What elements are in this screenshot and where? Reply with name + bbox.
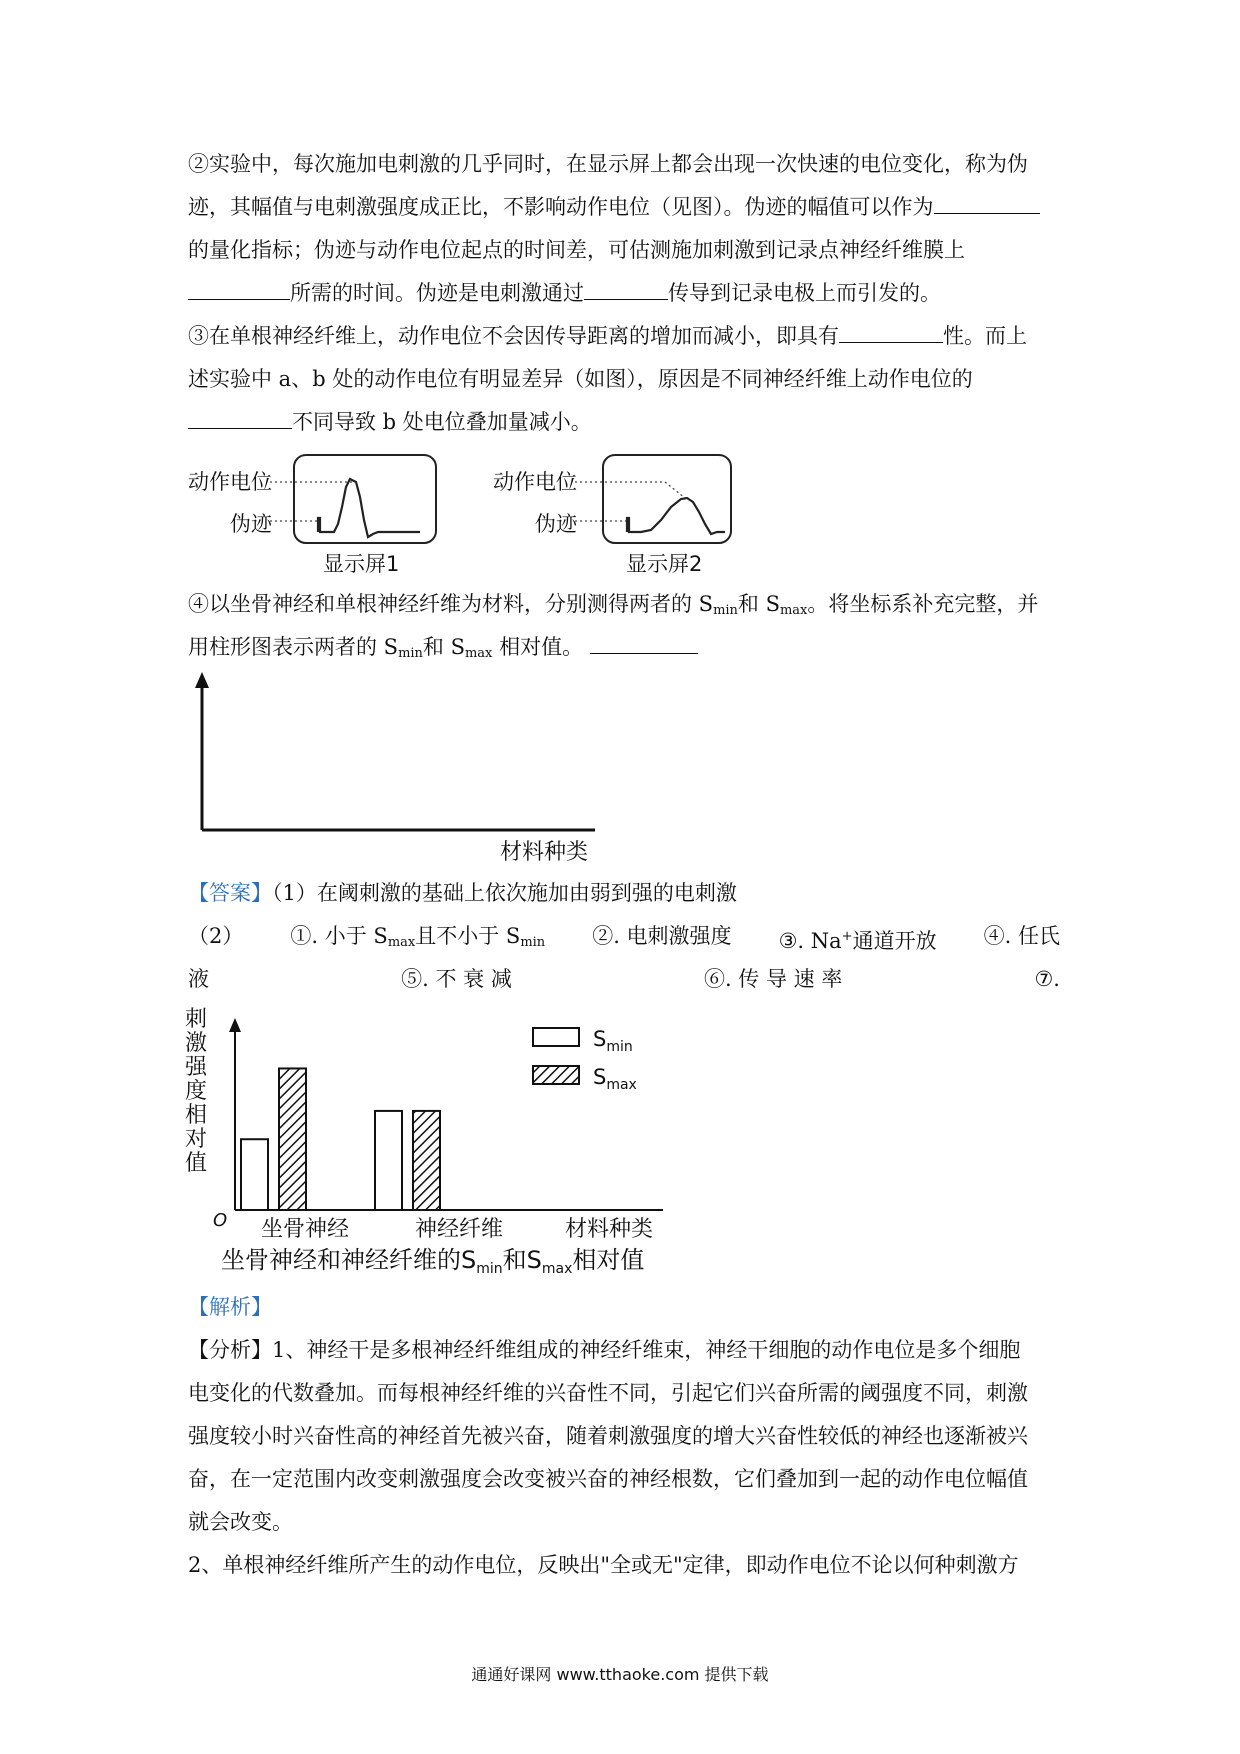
q2-line1: ②实验中，每次施加电刺激的几乎同时，在显示屏上都会出现一次快速的电位变化，称为伪 bbox=[188, 152, 1028, 176]
page-footer: 通通好课网 www.tthaoke.com 提供下载 bbox=[471, 1665, 769, 1684]
artifact-label: 伪迹 bbox=[230, 512, 272, 536]
legend-swatch-min bbox=[533, 1028, 579, 1046]
blank-axis-xlabel: 材料种类 bbox=[500, 840, 589, 865]
y-axis-label-char: 值 bbox=[185, 1151, 208, 1176]
answer-blank[interactable] bbox=[934, 191, 1040, 214]
bar-smax-0 bbox=[279, 1068, 306, 1210]
x-tick-label: 坐骨神经 bbox=[261, 1217, 350, 1242]
ap-label: 动作电位 bbox=[188, 470, 272, 494]
q2-line2: 迹，其幅值与电刺激强度成正比，不影响动作电位（见图）。伪迹的幅值可以作为 bbox=[188, 186, 1060, 229]
q3-line1: ③在单根神经纤维上，动作电位不会因传导距离的增加而减小，即具有 性。而上 bbox=[188, 315, 1060, 358]
answer-blank[interactable] bbox=[188, 406, 292, 429]
analysis-line5: 就会改变。 bbox=[188, 1510, 293, 1534]
legend-label-min: $S_{min}$ bbox=[593, 1027, 633, 1055]
analysis-line3: 强度较小时兴奋性高的神经首先被兴奋，随着刺激强度的增大兴奋性较低的神经也逐渐被兴 bbox=[188, 1424, 1028, 1448]
q4-line2: 用柱形图表示两者的 $S_{min}$和 $S_{max}$ 相对值。 bbox=[188, 626, 1060, 675]
analysis-line1: 【分析】1、神经干是多根神经纤维组成的神经纤维束，神经干细胞的动作电位是多个细胞 bbox=[188, 1338, 1021, 1362]
y-axis-label-char: 强 bbox=[185, 1055, 208, 1080]
chart-caption: 坐骨神经和神经纤维的$S_{min}$和$S_{max}$相对值 bbox=[221, 1246, 645, 1277]
ap-label: 动作电位 bbox=[493, 470, 577, 494]
analysis-line6: 2、单根神经纤维所产生的动作电位，反映出"全或无"定律，即动作电位不论以何种刺激方 bbox=[188, 1553, 1019, 1577]
origin-label: O bbox=[213, 1210, 228, 1231]
y-axis-label-char: 刺 bbox=[185, 1007, 208, 1032]
x-tick-label: 神经纤维 bbox=[415, 1217, 504, 1242]
display-screen-2 bbox=[575, 452, 735, 552]
q4-line1: ④以坐骨神经和单根神经纤维为材料，分别测得两者的 $S_{min}$和 $S_{max}$。将坐标系补充完整，并 bbox=[188, 592, 1039, 618]
q3-line2: 述实验中 a、b 处的动作电位有明显差异（如图），原因是不同神经纤维上动作电位的 bbox=[188, 367, 973, 391]
answer-blank[interactable] bbox=[590, 631, 698, 654]
x-axis-label: 材料种类 bbox=[565, 1217, 654, 1242]
bar-smin-1 bbox=[375, 1111, 402, 1210]
answer-blank[interactable] bbox=[188, 277, 290, 300]
answer-line1: 【答案】（1）在阈刺激的基础上依次施加由弱到强的电刺激 bbox=[188, 881, 737, 905]
answer-line3: 液 ⑤. 不 衰 减 ⑥. 传 导 速 率 ⑦. bbox=[188, 967, 1060, 991]
answer-bar-chart bbox=[185, 1004, 685, 1284]
screen-caption: 显示屏2 bbox=[626, 552, 703, 576]
legend-swatch-max bbox=[533, 1066, 579, 1084]
q2-line4: 所需的时间。伪迹是电刺激通过 传导到记录电极上而引发的。 bbox=[188, 272, 1060, 315]
y-axis-label-char: 对 bbox=[185, 1127, 208, 1152]
analysis-line4: 奋，在一定范围内改变刺激强度会改变被兴奋的神经根数，它们叠加到一起的动作电位幅值 bbox=[188, 1467, 1028, 1491]
analysis-line2: 电变化的代数叠加。而每根神经纤维的兴奋性不同，引起它们兴奋所需的阈强度不同，刺激 bbox=[188, 1381, 1028, 1405]
answer-line2: （2） ①. 小于 $S_{max}$且不小于 $S_{min}$ ②. 电刺激强度 ③. Na+通道开放 ④. 任氏 bbox=[188, 924, 1060, 953]
bar-smax-1 bbox=[413, 1111, 440, 1210]
legend-label-max: $S_{max}$ bbox=[593, 1065, 637, 1093]
y-axis-label-char: 度 bbox=[185, 1079, 208, 1104]
answer-blank[interactable] bbox=[584, 277, 668, 300]
y-axis-label-char: 激 bbox=[185, 1031, 208, 1056]
q3-line3: 不同导致 b 处电位叠加量减小。 bbox=[188, 401, 1060, 444]
analysis-heading: 【解析】 bbox=[188, 1295, 272, 1319]
screen-caption: 显示屏1 bbox=[323, 552, 400, 576]
blank-axis bbox=[190, 670, 610, 870]
display-screen-1 bbox=[270, 452, 440, 552]
artifact-label: 伪迹 bbox=[535, 512, 577, 536]
bar-smin-0 bbox=[241, 1139, 268, 1210]
y-axis-label-char: 相 bbox=[185, 1103, 208, 1128]
answer-blank[interactable] bbox=[839, 320, 943, 343]
y-axis-arrow bbox=[229, 1018, 241, 1032]
y-axis-label bbox=[185, 1007, 208, 1176]
q2-line3: 的量化指标；伪迹与动作电位起点的时间差，可估测施加刺激到记录点神经纤维膜上 bbox=[188, 238, 965, 262]
